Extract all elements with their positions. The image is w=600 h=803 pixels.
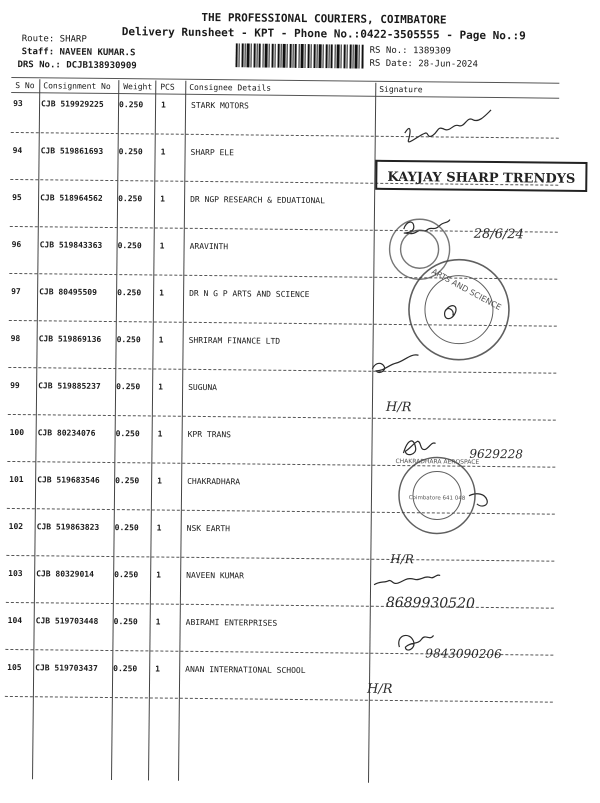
- col-weight: Weight: [123, 82, 153, 92]
- row-weight: 0.250: [116, 382, 141, 392]
- handwritten-hr-105: H/R: [366, 681, 393, 697]
- row-sno: 101: [9, 474, 24, 485]
- row-divider: [6, 602, 554, 609]
- row-pcs: 1: [157, 429, 163, 439]
- col-divider: [148, 80, 156, 780]
- row-pcs: 1: [159, 288, 164, 298]
- stamp-kayjay: [376, 161, 586, 191]
- row-sno: 95: [12, 192, 22, 203]
- row-sno: 103: [8, 568, 23, 579]
- row-consignee: CHAKRADHARA: [187, 476, 241, 487]
- stamp-kayjay-text: KAYJAY SHARP TRENDYS: [387, 169, 576, 187]
- row-consignee: NAVEEN KUMAR: [186, 570, 244, 581]
- row-pcs: 1: [155, 617, 161, 627]
- row-weight: 0.250: [114, 523, 139, 533]
- row-weight: 0.250: [113, 664, 138, 674]
- stamp-chakradhara-text: CHAKRADHARA AEROSPACE: [395, 458, 480, 466]
- row-consignment: CJB 80234076: [37, 428, 96, 438]
- handwritten-hr-99: H/R: [385, 399, 412, 416]
- row-pcs: 1: [158, 382, 164, 392]
- row-pcs: 1: [160, 194, 165, 204]
- row-divider: [6, 555, 554, 562]
- row-consignment: CJB 80329014: [36, 569, 95, 579]
- col-pcs: PCS: [160, 82, 175, 92]
- row-pcs: 1: [159, 241, 165, 251]
- drs-label: DRS No.: DCJB138930909: [17, 60, 137, 72]
- row-pcs: 1: [155, 664, 161, 674]
- row-sno: 98: [10, 333, 21, 344]
- row-consignment: CJB 80495509: [39, 287, 97, 297]
- row-consignment: CJB 519863823: [36, 522, 100, 532]
- row-divider: [9, 273, 557, 280]
- col-signature: Signature: [379, 84, 423, 95]
- row-consignee: NSK EARTH: [186, 523, 231, 534]
- row-sno: 100: [9, 427, 25, 438]
- handwritten-hr-103: H/R: [390, 551, 414, 567]
- row-consignee: SHRIRAM FINANCE LTD: [188, 335, 281, 346]
- row-consignee: SUGUNA: [188, 382, 218, 393]
- col-divider: [178, 81, 186, 781]
- row-consignment: CJB 519703437: [35, 663, 98, 673]
- row-consignee: ANAN INTERNATIONAL SCHOOL: [185, 664, 306, 676]
- row-consignee: ARAVINTH: [189, 241, 229, 252]
- row-consignment: CJB 519929225: [41, 99, 104, 109]
- stamp-ngp-arts: [408, 259, 509, 360]
- handwritten-phone-100: 9629228: [469, 446, 523, 462]
- row-consignment: CJB 519843363: [39, 240, 103, 250]
- signature-100: [403, 441, 435, 455]
- handwritten-phone-104: 9843090206: [425, 646, 502, 662]
- row-divider: [8, 367, 556, 374]
- runsheet-subtitle: Delivery Runsheet - KPT - Phone No.:0422-3505555 - Page No.:9: [121, 25, 526, 43]
- route-label: Route: SHARP: [21, 34, 87, 45]
- signature-97: [445, 306, 457, 319]
- row-weight: 0.250: [115, 429, 140, 439]
- col-consignee: Consignee Details: [189, 82, 272, 93]
- header-bottom-rule: [11, 92, 559, 99]
- row-consignment: CJB 519861693: [40, 146, 104, 156]
- row-sno: 94: [12, 145, 23, 156]
- row-consignment: CJB 519885237: [38, 381, 101, 391]
- row-pcs: 1: [156, 523, 162, 533]
- rs-number: RS No.: 1389309: [369, 45, 451, 57]
- row-pcs: 1: [160, 147, 166, 157]
- row-weight: 0.250: [117, 241, 142, 251]
- row-consignee: DR N G P ARTS AND SCIENCE: [189, 288, 310, 300]
- row-sno: 96: [11, 239, 22, 250]
- row-consignment: CJB 519703448: [35, 616, 99, 626]
- row-consignment: CJB 519683546: [37, 475, 100, 485]
- row-sno: 105: [7, 662, 22, 673]
- signature-95: [404, 219, 450, 234]
- col-consignment: Consignment No: [43, 81, 111, 92]
- row-divider: [10, 226, 558, 233]
- stamp-chakradhara: [395, 457, 480, 534]
- row-divider: [5, 649, 553, 656]
- row-pcs: 1: [156, 570, 162, 580]
- row-consignee: KPR TRANS: [187, 429, 232, 440]
- row-divider: [5, 696, 553, 703]
- row-sno: 104: [7, 615, 23, 626]
- row-divider: [9, 320, 557, 327]
- row-sno: 99: [10, 380, 20, 391]
- row-weight: 0.250: [117, 288, 142, 298]
- row-divider: [10, 179, 558, 186]
- barcode-image: [235, 43, 363, 68]
- row-weight: 0.250: [114, 570, 139, 580]
- row-weight: 0.250: [118, 147, 143, 157]
- row-divider: [7, 508, 555, 515]
- row-weight: 0.250: [118, 194, 143, 204]
- row-divider: [7, 461, 555, 468]
- row-consignee: ABIRAMI ENTERPRISES: [185, 617, 278, 628]
- row-weight: 0.250: [116, 335, 141, 345]
- signature-101: [469, 494, 487, 506]
- stamp-ngp-research: [389, 219, 450, 280]
- row-weight: 0.250: [119, 100, 144, 110]
- row-consignee: DR NGP RESEARCH & EDUATIONAL: [190, 194, 325, 206]
- row-consignee: STARK MOTORS: [191, 100, 249, 111]
- handwritten-phone-103: 8689930520: [385, 594, 476, 612]
- signature-104: [399, 635, 434, 650]
- staff-label: Staff: NAVEEN KUMAR.S: [21, 47, 136, 59]
- row-consignee: SHARP ELE: [190, 147, 234, 158]
- signature-103: [374, 574, 440, 585]
- row-divider: [11, 132, 559, 139]
- row-sno: 102: [8, 521, 24, 532]
- row-sno: 93: [13, 98, 23, 109]
- col-sno: S No: [15, 81, 35, 91]
- col-divider: [368, 83, 376, 783]
- row-pcs: 1: [161, 100, 166, 110]
- row-consignment: CJB 519869136: [38, 334, 102, 344]
- row-sno: 97: [11, 286, 21, 297]
- row-pcs: 1: [157, 476, 163, 486]
- row-pcs: 1: [158, 335, 164, 345]
- row-weight: 0.250: [115, 476, 140, 486]
- row-weight: 0.250: [113, 617, 138, 627]
- stamp-ngp-arts-text: ARTS AND SCIENCE: [430, 266, 503, 313]
- row-divider: [8, 414, 556, 421]
- row-consignment: CJB 518964562: [40, 193, 103, 203]
- company-title: THE PROFESSIONAL COURIERS, COIMBATORE: [201, 10, 447, 27]
- rs-date: RS Date: 28-Jun-2024: [369, 58, 478, 70]
- stamp-chakradhara-inner: Coimbatore 641 048: [408, 495, 466, 502]
- handwritten-date: 28/6/24: [473, 226, 524, 243]
